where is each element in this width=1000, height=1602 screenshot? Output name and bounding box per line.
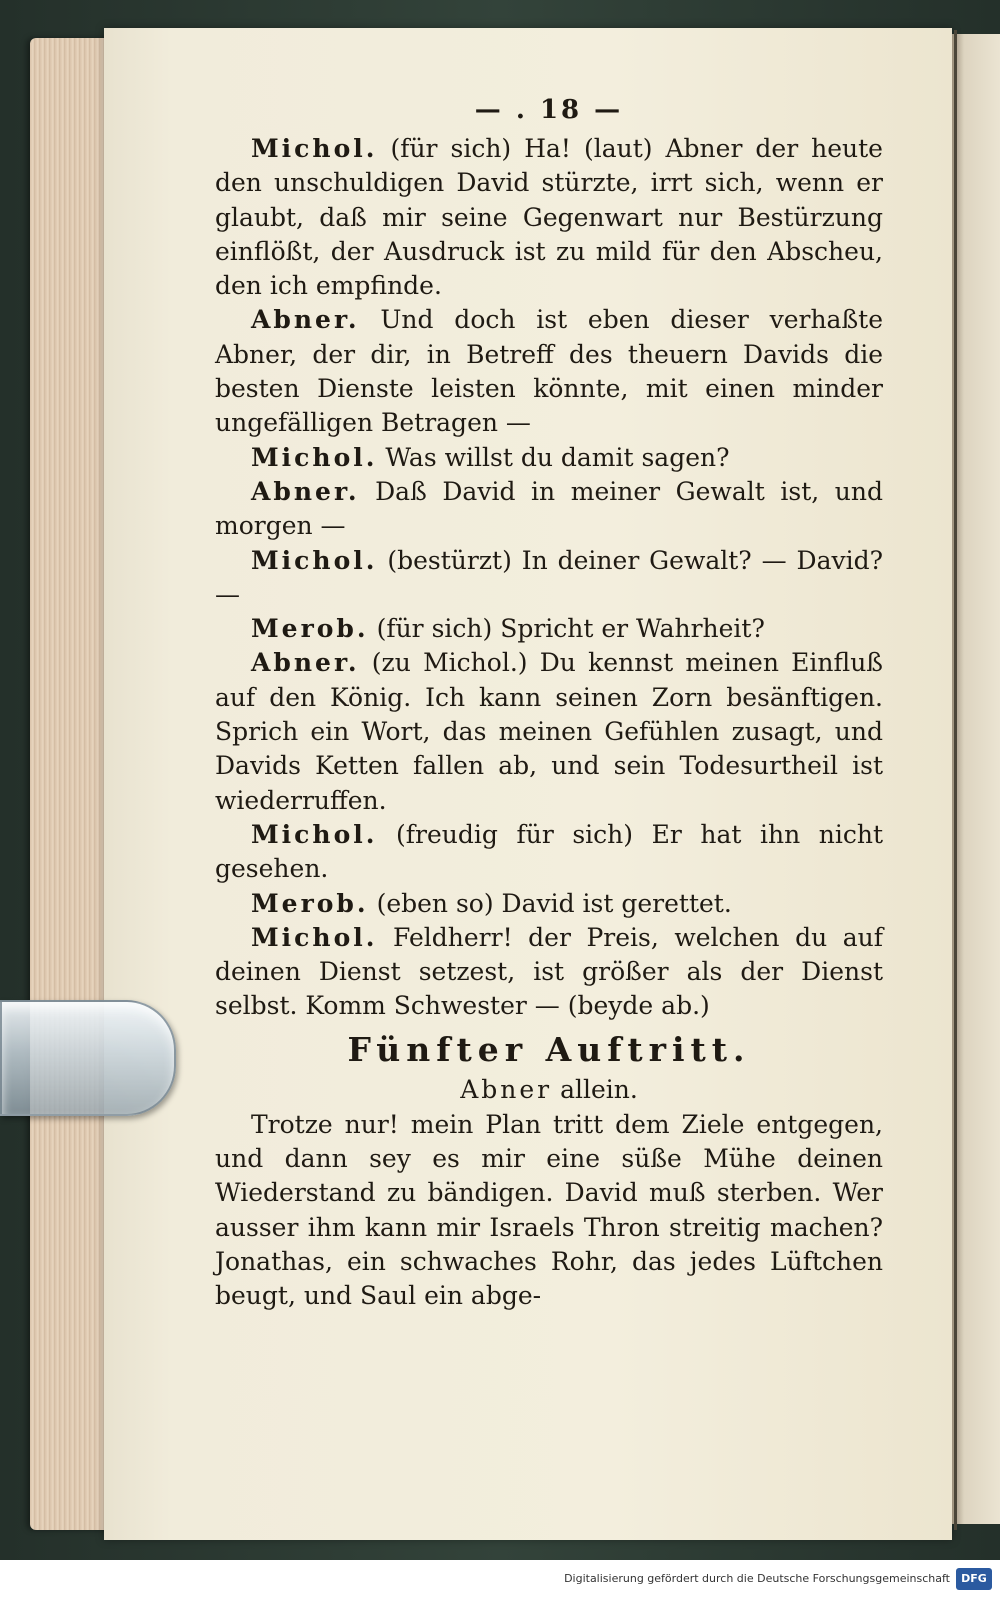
dialogue-text: (für sich) Ha! (laut) Abner der heute den unschuldigen David stürzte, irrt sich, wenn er glaubt, daß mir seine Gegenwart nur Bestürzung einflößt, der Ausdruck ist zu mild für den Abscheu, den ich empfinde. <box>215 134 883 301</box>
dialogue-line <box>215 303 883 440</box>
speaker-name: Abner. <box>251 305 360 335</box>
dialogue-text: (bestürzt) In deiner Gewalt? — David? — <box>215 545 883 609</box>
speaker-name: Michol. <box>251 819 378 849</box>
facing-page-edge <box>952 34 1000 1524</box>
footer-credit: Digitalisierung gefördert durch die Deutsche Forschungsgemeinschaft <box>564 1572 950 1585</box>
scene-subheading <box>215 1072 883 1108</box>
dialogue-line <box>215 132 883 303</box>
dialogue-line <box>215 475 883 544</box>
monologue <box>215 1108 883 1314</box>
dialogue-text: (eben so) David ist gerettet. <box>376 888 732 918</box>
dialogue-text: (freudig für sich) Er hat ihn nicht gesehen. <box>215 819 883 884</box>
dialogue-text: Daß David in meiner Gewalt ist, und morgen — <box>215 476 883 541</box>
scene-subheading-text: allein. <box>560 1074 638 1104</box>
footer-bar <box>0 1560 1000 1602</box>
speaker-name: Merob. <box>251 888 369 918</box>
scene-heading: Fünfter Auftritt. <box>347 1029 751 1069</box>
dialogue-text: (für sich) Spricht er Wahrheit? <box>376 614 765 644</box>
speaker-name: Michol. <box>251 442 378 472</box>
dialogue-line <box>215 818 883 887</box>
dialogue-line <box>215 544 883 613</box>
book-page-edges <box>30 38 110 1530</box>
book-gutter <box>954 30 957 1530</box>
speaker-name: Michol. <box>251 922 378 952</box>
page-text <box>215 92 883 1314</box>
scene-subheading-speaker: Abner <box>460 1074 553 1104</box>
dialogue-line <box>215 646 883 817</box>
scanner-clip <box>0 1000 176 1116</box>
dialogue-line <box>215 441 883 475</box>
dialogue-text: (zu Michol.) Du kennst meinen Einfluß auf den König. Ich kann seinen Zorn besänftigen. Sprich ein Wort, das meinen Gefühlen zusagt, und Davids Ketten fallen ab, und sein Todesurtheil ist wiederruffen. <box>215 648 883 815</box>
dfg-logo: DFG <box>956 1568 992 1590</box>
speaker-name: Abner. <box>251 476 360 506</box>
dialogue-line <box>215 612 883 646</box>
speaker-name: Merob. <box>251 614 369 644</box>
page-number: — . 18 — <box>474 95 624 125</box>
monologue-text: Trotze nur! mein Plan tritt dem Ziele entgegen, und dann sey es mir eine süße Mühe deinen Wiederstand zu bändigen. David muß sterben. Wer ausser ihm kann mir Israels Thron streitig machen? Jonathas, ein schwaches Rohr, das jedes Lüftchen beugt, und Saul ein abge- <box>215 1109 883 1311</box>
dialogue-text: Feldherr! der Preis, welchen du auf deinen Dienst setzest, ist größer als der Dienst selbst. Komm Schwester — (beyde ab.) <box>215 922 883 1021</box>
speaker-name: Michol. <box>251 134 378 163</box>
speaker-name: Abner. <box>251 648 360 678</box>
dialogue-text: Was willst du damit sagen? <box>385 442 730 472</box>
speaker-name: Michol. <box>251 545 378 575</box>
dialogue-line <box>215 887 883 921</box>
dialogue-line <box>215 921 883 1024</box>
dialogue-text: Und doch ist eben dieser verhaßte Abner, der dir, in Betreff des theuern Davids die besten Dienste leisten könnte, mit einen minder ungefälligen Betragen — <box>215 305 883 438</box>
